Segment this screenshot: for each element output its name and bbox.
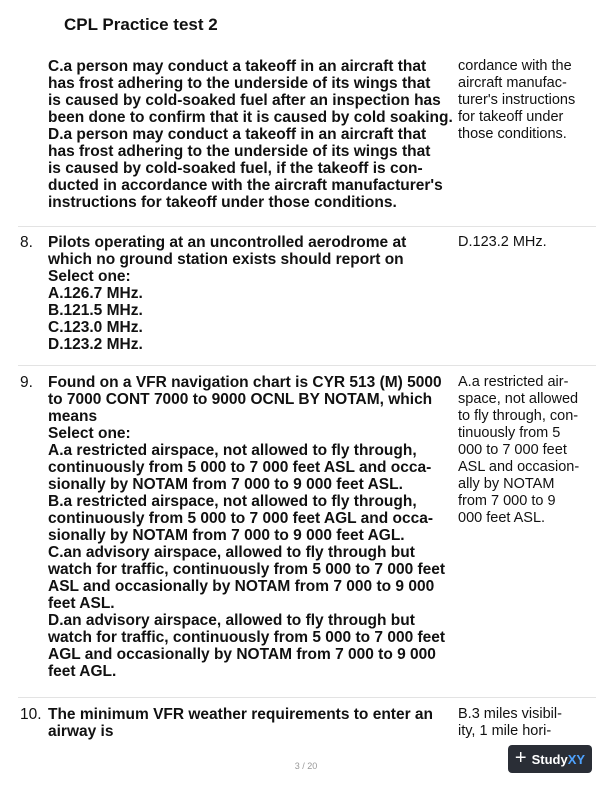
divider <box>18 365 596 366</box>
question-line: continuously from 5 000 to 7 000 feet ASL and occa- <box>48 459 432 476</box>
question-10 <box>18 706 598 746</box>
question-line: AGL and occasionally by NOTAM from 7 000 to 9 000 <box>48 646 436 663</box>
answer-line: those conditions. <box>458 126 567 142</box>
page-title: CPL Practice test 2 <box>64 15 218 34</box>
page-indicator: 3 / 20 <box>294 761 318 771</box>
question-line: B.121.5 MHz. <box>48 302 143 319</box>
question-line: has frost adhering to the underside of its wings that <box>48 75 431 92</box>
answer-text <box>458 234 598 251</box>
answer-line: 000 feet ASL. <box>458 510 546 526</box>
question-number: 10. <box>20 706 42 723</box>
question-number: 8. <box>20 234 33 251</box>
question-line: C.a person may conduct a takeoff in an aircraft that <box>48 58 427 75</box>
answer-line: turer's instructions <box>458 92 576 108</box>
answer-line: cordance with the <box>458 58 572 74</box>
question-line: A.126.7 MHz. <box>48 285 143 302</box>
question-line: A.a restricted airspace, not allowed to fly through, <box>48 442 417 459</box>
question-line: instructions for takeoff under those conditions. <box>48 194 397 211</box>
question-line: D.a person may conduct a takeoff in an aircraft that <box>48 126 427 143</box>
answer-line: A.a restricted air- <box>458 374 569 390</box>
question-line: is caused by cold-soaked fuel after an inspection has <box>48 92 441 109</box>
answer-line: for takeoff under <box>458 109 564 125</box>
question-line: C.123.0 MHz. <box>48 319 143 336</box>
question-line: C.an advisory airspace, allowed to fly through but <box>48 544 415 561</box>
question-line: B.a restricted airspace, not allowed to fly through, <box>48 493 417 510</box>
question-line: which no ground station exists should report on <box>48 251 404 268</box>
brand-accent: XY <box>567 751 586 767</box>
brand-main: Study <box>531 751 568 767</box>
answer-line: B.3 miles visibil- <box>458 706 562 722</box>
question-line: D.123.2 MHz. <box>48 336 143 353</box>
question-8 <box>18 234 598 359</box>
answer-text <box>458 374 598 527</box>
answer-line: D.123.2 MHz. <box>458 234 547 250</box>
question-line: means <box>48 408 98 425</box>
question-9 <box>18 374 598 684</box>
answer-line: ity, 1 mile hori- <box>458 723 552 739</box>
answer-line: ally by NOTAM <box>458 476 555 492</box>
question-line: Select one: <box>48 425 131 442</box>
question-line: Found on a VFR navigation chart is CYR 513 (M) 5000 <box>48 374 442 391</box>
question-line: is caused by cold-soaked fuel, if the takeoff is con- <box>48 160 423 177</box>
question-text <box>48 58 458 211</box>
studyxy-badge[interactable] <box>508 745 592 773</box>
question-line: airway is <box>48 723 114 740</box>
question-text <box>48 374 458 680</box>
answer-text <box>458 58 598 143</box>
answer-line: 000 to 7 000 feet <box>458 442 567 458</box>
question-text <box>48 706 458 740</box>
question-line: sionally by NOTAM from 7 000 to 9 000 feet AGL. <box>48 527 405 544</box>
answer-line: ASL and occasion- <box>458 459 580 475</box>
question-text <box>48 234 458 353</box>
answer-line: aircraft manufac- <box>458 75 567 91</box>
question-line: feet AGL. <box>48 663 117 680</box>
question-line: Select one: <box>48 268 131 285</box>
answer-line: from 7 000 to 9 <box>458 493 556 509</box>
divider <box>18 226 596 227</box>
answer-line: space, not allowed <box>458 391 579 407</box>
divider <box>18 697 596 698</box>
question-line: Pilots operating at an uncontrolled aerodrome at <box>48 234 407 251</box>
question-line: watch for traffic, continuously from 5 000 to 7 000 feet <box>48 561 446 578</box>
question-number: 9. <box>20 374 33 391</box>
question-line: The minimum VFR weather requirements to enter an <box>48 706 433 723</box>
question-continued <box>18 58 598 218</box>
question-line: to 7000 CONT 7000 to 9000 OCNL BY NOTAM, which <box>48 391 433 408</box>
brand-label <box>532 752 585 767</box>
question-line: D.an advisory airspace, allowed to fly through but <box>48 612 415 629</box>
question-line: continuously from 5 000 to 7 000 feet AGL and occa- <box>48 510 434 527</box>
question-line: has frost adhering to the underside of its wings that <box>48 143 431 160</box>
answer-line: to fly through, con- <box>458 408 579 424</box>
question-line: ducted in accordance with the aircraft manufacturer's <box>48 177 443 194</box>
question-line: been done to confirm that it is caused by cold soaking. <box>48 109 453 126</box>
question-line: feet ASL. <box>48 595 115 612</box>
question-line: sionally by NOTAM from 7 000 to 9 000 feet ASL. <box>48 476 403 493</box>
plus-icon: + <box>514 747 527 769</box>
question-line: ASL and occasionally by NOTAM from 7 000 to 9 000 <box>48 578 435 595</box>
answer-text <box>458 706 598 740</box>
question-line: watch for traffic, continuously from 5 000 to 7 000 feet <box>48 629 446 646</box>
answer-line: tinuously from 5 <box>458 425 561 441</box>
